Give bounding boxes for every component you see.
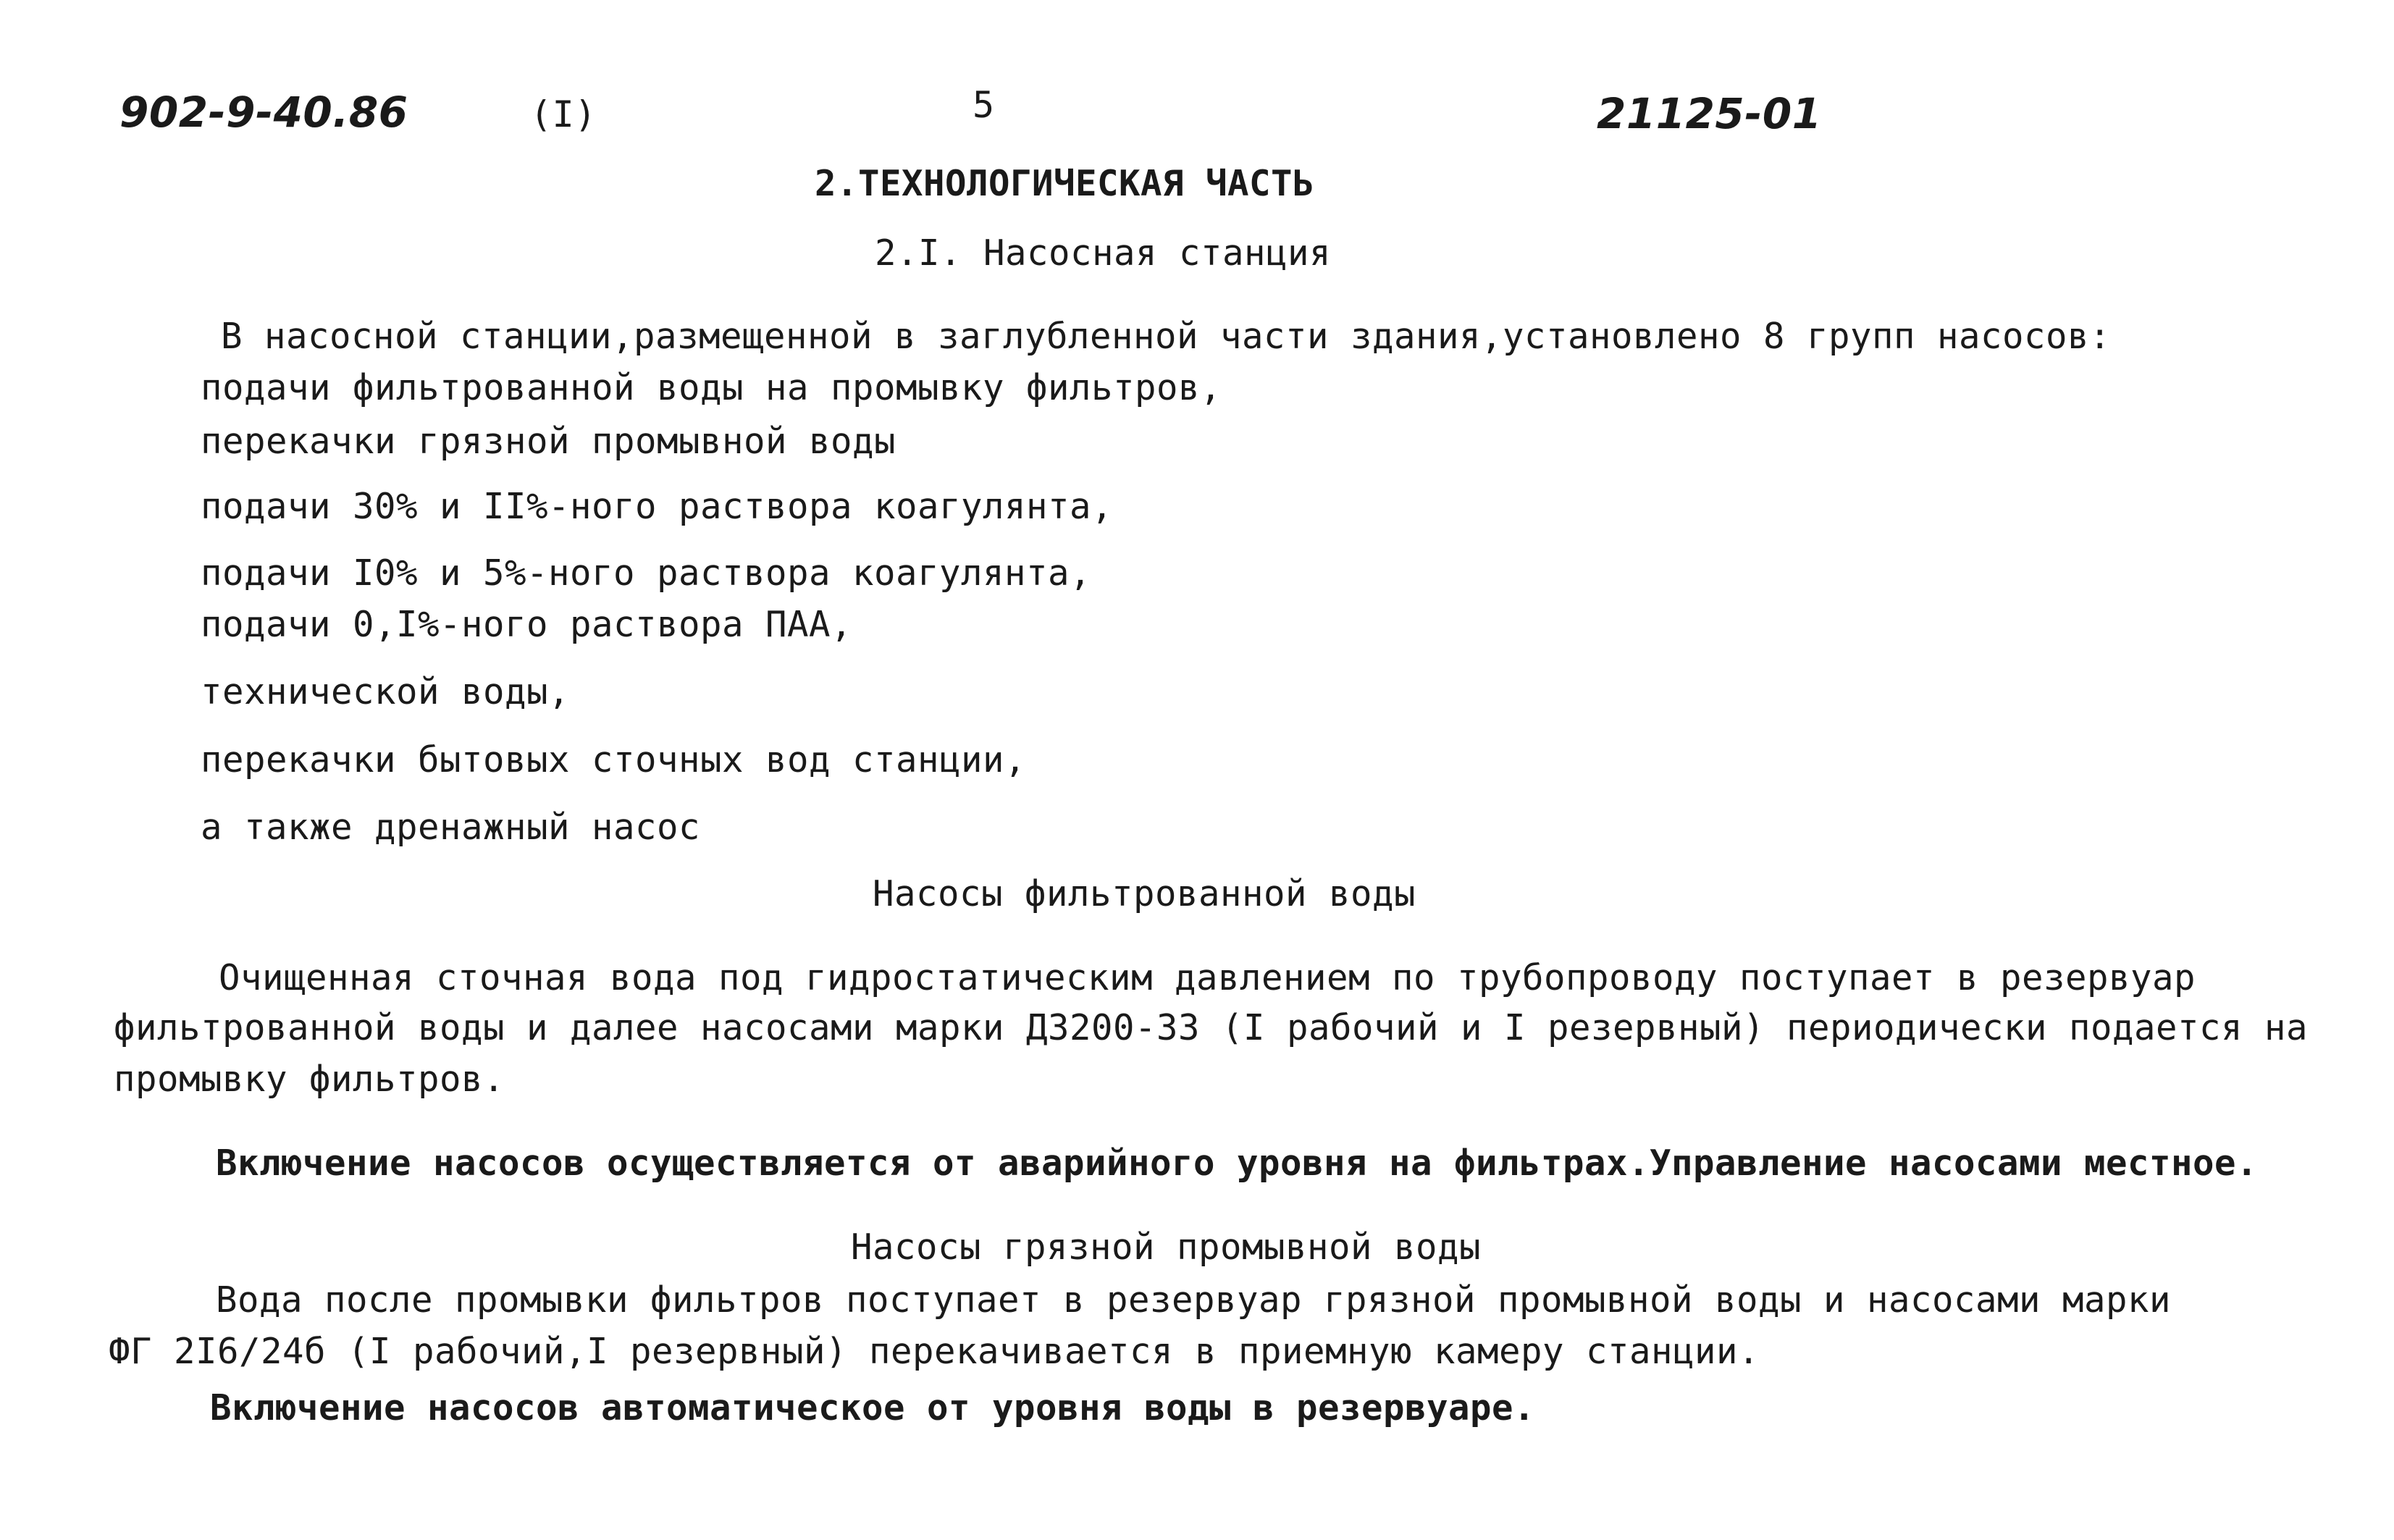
section-title: 2.ТЕХНОЛОГИЧЕСКАЯ ЧАСТЬ [815,163,1315,204]
page-number: 5 [973,84,995,126]
doc-code: 902-9-40.86 [119,88,408,137]
list-item: подачи фильтрованной воды на промывку фильтров, [201,367,1222,408]
list-item: технической воды, [201,671,571,712]
list-item: перекачки грязной промывной воды [201,421,896,462]
heading-dirty-pumps: Насосы грязной промывной воды [851,1226,1482,1268]
dirty-paragraph-line: ФГ 2I6/24б (I рабочий,I резервный) перекачивается в приемную камеру станции. [109,1331,1760,1372]
filtered-paragraph-line: промывку фильтров. [114,1059,505,1100]
list-item: подачи I0% и 5%-ного раствора коагулянта, [201,552,1092,594]
filtered-paragraph-line: фильтрованной воды и далее насосами марки Д3200-33 (I рабочий и I резервный) периодически подается на [114,1007,2309,1048]
list-item: перекачки бытовых сточных вод станции, [201,739,1027,780]
dirty-paragraph-line: Вода после промывки фильтров поступает в резервуар грязной промывной воды и насосами марки [216,1279,2172,1321]
section-subtitle: 2.I. Насосная станция [875,232,1332,274]
heading-filtered-pumps: Насосы фильтрованной воды [873,873,1416,914]
list-item: подачи 30% и II%-ного раствора коагулянта, [201,486,1114,527]
intro-lead: В насосной станции,размещенной в заглубленной части здания,установлено 8 групп насосов: [221,316,2112,357]
filtered-control-note: Включение насосов осуществляется от аварийного уровня на фильтрах.Управление насосами местное. [216,1143,2259,1184]
list-item: подачи 0,I%-ного раствора ПАА, [201,604,853,645]
list-item: а также дренажный насос [201,807,701,848]
dirty-control-note: Включение насосов автоматическое от уровня воды в резервуаре. [210,1387,1536,1429]
sheet-code: 21125-01 [1597,89,1822,138]
album-number: (I) [530,93,597,135]
filtered-paragraph-line: Очищенная сточная вода под гидростатическим давлением по трубопроводу поступает в резервуар [219,957,2196,998]
